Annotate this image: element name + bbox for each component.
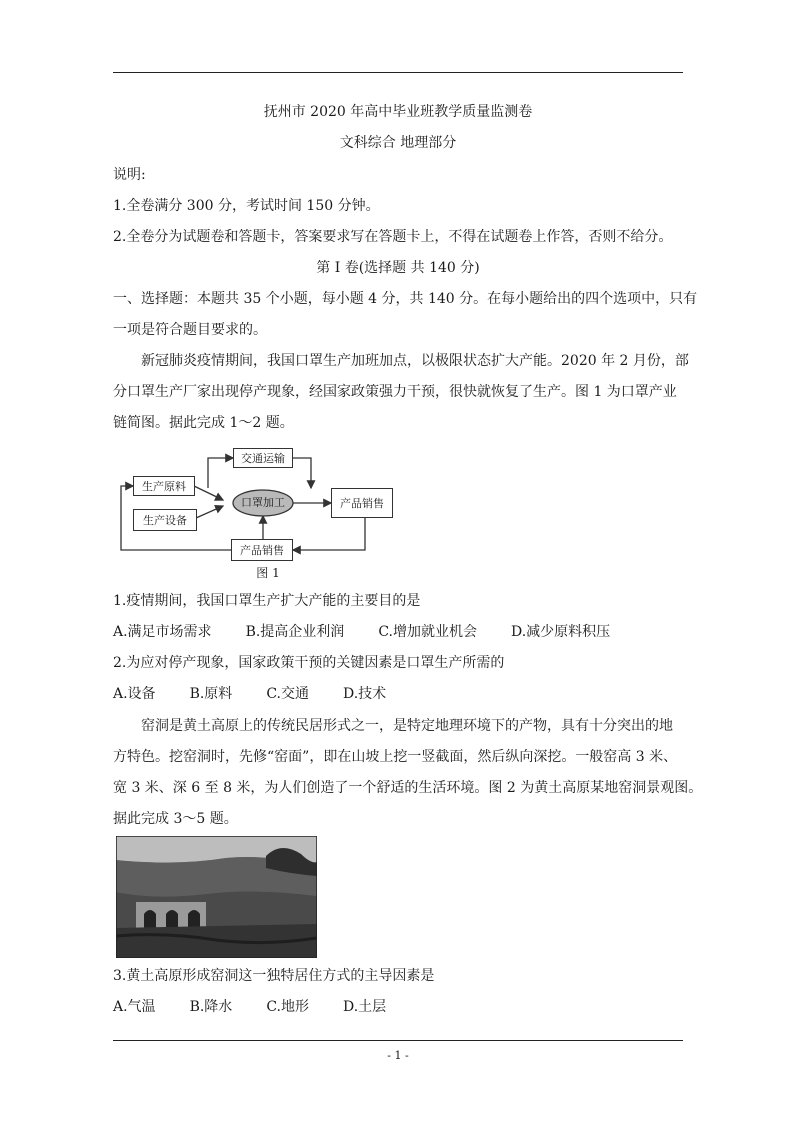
q3-option-d[interactable]: D.土层 — [342, 999, 387, 1015]
node-sales-right: 产品销售 — [331, 488, 393, 518]
node-equipment: 生产设备 — [133, 509, 197, 531]
figure-1-diagram — [113, 448, 398, 584]
q2-option-d[interactable]: D.技术 — [342, 686, 387, 702]
node-sales-bottom: 产品销售 — [231, 539, 293, 561]
section-intro-line-1: 一、选择题：本题共 35 个小题，每小题 4 分，共 140 分。在每小题给出的四个选项中，只有 — [113, 291, 698, 307]
exam-title: 抚州市 2020 年高中毕业班教学质量监测卷 — [263, 104, 533, 120]
node-transport: 交通运输 — [233, 448, 293, 468]
q1-option-d[interactable]: D.减少原料积压 — [510, 624, 611, 640]
page-number: - 1 - — [387, 1049, 409, 1062]
arrow-equipment-to-processing — [196, 506, 223, 518]
question-1-stem: 1.疫情期间，我国口罩生产扩大产能的主要目的是 — [113, 593, 421, 609]
bottom-rule — [113, 1040, 683, 1041]
q3-option-a[interactable]: A.气温 — [113, 999, 156, 1015]
question-3-options — [113, 997, 386, 1017]
section-title: 第 I 卷(选择题 共 140 分) — [316, 260, 480, 276]
instruction-item-1: 1.全卷满分 300 分，考试时间 150 分钟。 — [113, 198, 380, 214]
passage2-line-4: 据此完成 3～5 题。 — [113, 811, 238, 827]
passage1-line-3: 链简图。据此完成 1～2 题。 — [113, 415, 294, 431]
figure-2-cave-dwelling-photo — [116, 836, 317, 958]
passage2-line-2: 方特色。挖窑洞时，先修“窑面”，即在山坡上挖一竖截面，然后纵向深挖。一般窑高 3 米、 — [113, 749, 678, 765]
cave-dwelling-illustration — [116, 836, 317, 958]
arrow-raw-to-processing — [194, 486, 223, 500]
passage2-line-1: 窑洞是黄土高原上的传统民居形式之一，是特定地理环境下的产物，具有十分突出的地 — [141, 718, 673, 734]
question-1-options — [113, 622, 610, 642]
instruction-item-2: 2.全卷分为试题卷和答题卡，答案要求写在答题卡上，不得在试题卷上作答，否则不给分。 — [113, 229, 673, 245]
node-processing: 口罩加工 — [241, 496, 285, 509]
instructions-heading: 说明: — [113, 167, 146, 183]
question-2-stem: 2.为应对停产现象，国家政策干预的关键因素是口罩生产所需的 — [113, 655, 505, 671]
passage1-line-1: 新冠肺炎疫情期间，我国口罩生产加班加点，以极限状态扩大产能。2020 年 2 月份，部 — [141, 353, 689, 369]
arrow-sales-to-bottom — [293, 517, 365, 550]
q1-option-b[interactable]: B.提高企业利润 — [245, 624, 345, 640]
question-3-stem: 3.黄土高原形成窑洞这一独特居住方式的主导因素是 — [113, 968, 435, 984]
q3-option-b[interactable]: B.降水 — [189, 999, 233, 1015]
passage2-line-3: 宽 3 米、深 6 至 8 米，为人们创造了一个舒适的生活环境。图 2 为黄土高原某地窑洞景观图。 — [113, 780, 703, 796]
q1-option-a[interactable]: A.满足市场需求 — [113, 624, 212, 640]
q2-option-c[interactable]: C.交通 — [266, 686, 309, 702]
q2-option-a[interactable]: A.设备 — [113, 686, 156, 702]
arrow-raw-to-transport — [208, 458, 233, 488]
top-rule — [113, 72, 683, 73]
arrow-transport-to-sales — [293, 458, 311, 488]
q3-option-c[interactable]: C.地形 — [266, 999, 309, 1015]
q1-option-c[interactable]: C.增加就业机会 — [378, 624, 477, 640]
section-intro-line-2: 一项是符合题目要求的。 — [113, 322, 267, 338]
question-2-options — [113, 684, 386, 704]
node-raw-materials: 生产原料 — [133, 476, 195, 496]
exam-subtitle: 文科综合 地理部分 — [339, 135, 457, 151]
q2-option-b[interactable]: B.原料 — [189, 686, 233, 702]
passage1-line-2: 分口罩生产厂家出现停产现象，经国家政策强力干预，很快就恢复了生产。图 1 为口罩产业 — [113, 384, 677, 400]
figure-1-caption: 图 1 — [256, 566, 280, 580]
